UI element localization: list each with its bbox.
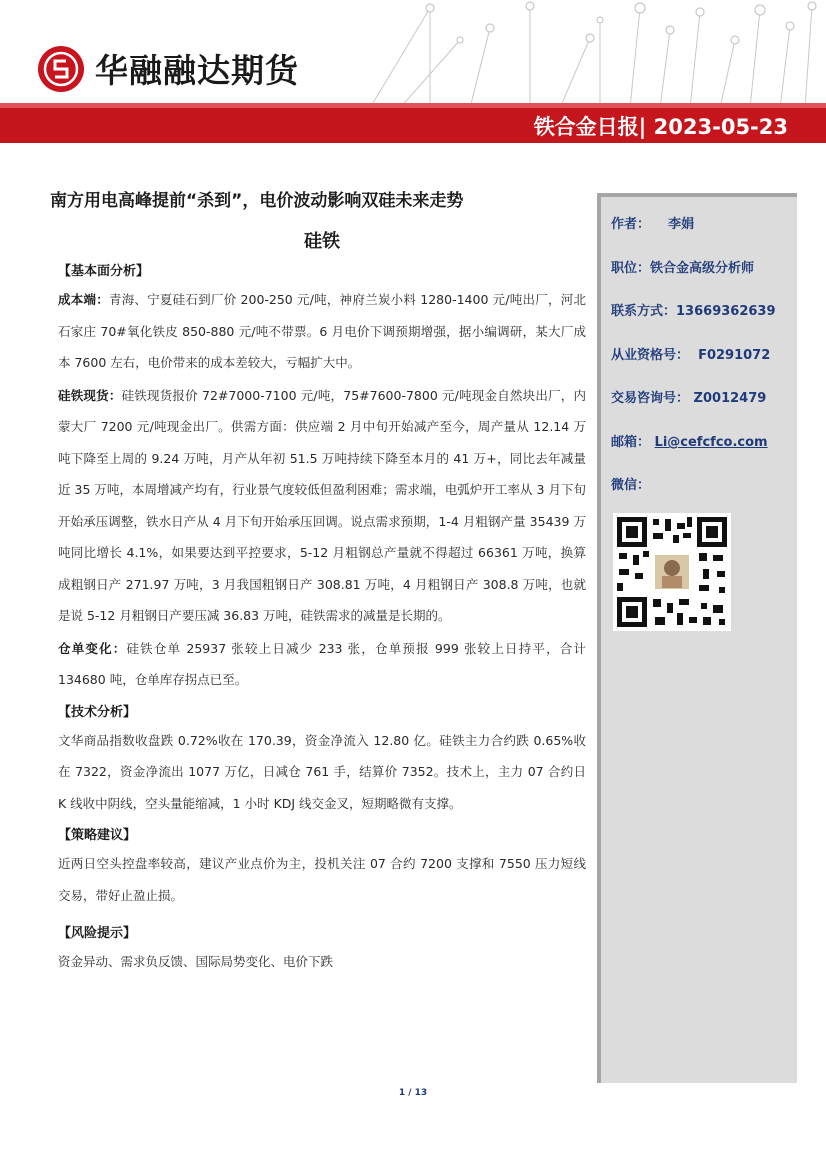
technical-paragraph: 文华商品指数收盘跌 0.72%收在 170.39，资金净流入 12.80 亿。硅铁主力合约跌 0.65%收在 7322，资金净流出 1077 万亿，日减仓 761 手，结算价 7352。技术上，主力 07 合约日 K 线收中阴线，空头量能缩减，1 小时 KDJ 线交金叉，短期略微有支撑。 xyxy=(58,732,586,811)
page-number: 1 / 13 xyxy=(398,1088,428,1098)
advisory-row xyxy=(611,387,766,406)
warehouse-paragraph xyxy=(58,633,586,696)
email-link[interactable]: Li@cefcfco.com xyxy=(654,435,768,450)
report-header xyxy=(0,0,826,143)
cost-text: 青海、宁夏硅石到厂价 200-250 元/吨，神府兰炭小料 1280-1400 元/吨出厂，河北石家庄 70#氧化铁皮 850-880 元/吨不带票。6 月电价下调预期增强，据小编调研，某大厂成本 7600 左右，电价带来的成本差较大，亏幅扩大中。 xyxy=(58,292,586,370)
author-label: 作者： xyxy=(611,217,651,232)
title-band-stripe xyxy=(0,103,826,108)
fundamentals-heading: 【基本面分析】 xyxy=(58,264,150,279)
email-label: 邮箱： xyxy=(611,435,651,450)
position-label: 职位： xyxy=(611,261,651,276)
warehouse-text: 硅铁仓单 25937 张较上日减少 233 张，仓单预报 999 张较上日持平，合计 134680 吨，仓单库存拐点已至。 xyxy=(58,640,586,687)
qualification-label: 从业资格号： xyxy=(611,348,690,363)
warehouse-label: 仓单变化： xyxy=(58,640,127,656)
report-title: 铁合金日报| 2023-05-23 xyxy=(533,115,788,139)
technical-heading: 【技术分析】 xyxy=(58,704,137,720)
headline: 南方用电高峰提前“杀到”，电价波动影响双硅未来走势 xyxy=(50,191,464,211)
strategy-heading: 【策略建议】 xyxy=(58,828,137,843)
contact-value: 13669362639 xyxy=(676,304,776,319)
position-row xyxy=(611,257,754,276)
strategy-paragraph: 近两日空头控盘率较高，建议产业点价为主，投机关注 07 合约 7200 支撑和 7550 压力短线交易，带好止盈止损。 xyxy=(58,856,586,903)
cost-label: 成本端： xyxy=(58,292,109,307)
advisory-label: 交易咨询号： xyxy=(611,391,690,406)
wechat-qr-code-icon xyxy=(613,513,731,631)
cost-paragraph xyxy=(58,284,586,379)
qualification-row xyxy=(611,344,770,363)
spot-paragraph xyxy=(58,380,586,632)
company-logo-icon xyxy=(38,46,84,92)
contact-row xyxy=(611,300,776,319)
wechat-row xyxy=(611,474,650,493)
risk-paragraph: 资金异动、需求负反馈、国际局势变化、电价下跌 xyxy=(58,954,334,969)
author-name: 李娟 xyxy=(668,217,695,232)
subtitle: 硅铁 xyxy=(304,231,340,252)
analyst-sidebar xyxy=(597,193,797,1083)
author-row xyxy=(611,213,694,232)
wechat-label: 微信： xyxy=(611,478,651,493)
company-name: 华融融达期货 xyxy=(95,51,299,90)
main-content xyxy=(50,188,586,978)
qualification-value: F0291072 xyxy=(698,348,771,363)
spot-text: 硅铁现货报价 72#7000-7100 元/吨，75#7600-7800 元/吨现金自然块出厂，内蒙大厂 7200 元/吨现金出厂。供需方面：供应端 2 月中旬开始减产至今，周产量从 12.14 万吨下降至上周的 9.24 万吨，月产从年初 51.5 万吨持续下降至本月的 41 万+，同比去年减量近 35 万吨，本周增减产均有，行业景气度较低但盈利困难；需求端，电弧炉开工率从 3 月下旬开始承压调整，铁水日产从 4 月下旬开始承压回调。说点需求预期，1-4 月粗钢产量 35439 万吨同比增长 4.1%，如果要达到平控要求，5-12 月粗钢总产量就不得超过 66361 万吨，换算成粗钢日产 271.97 万吨，3 月我国粗钢日产 308.81 万吨，4 月粗钢日产 308.8 万吨，也就是说 5-12 月粗钢日产要压减 36.83 万吨，硅铁需求的减量是长期的。 xyxy=(58,387,586,623)
spot-label: 硅铁现货： xyxy=(58,387,122,403)
email-row xyxy=(611,431,768,450)
risk-heading: 【风险提示】 xyxy=(58,926,137,941)
advisory-value: Z0012479 xyxy=(693,391,767,406)
contact-label: 联系方式： xyxy=(611,304,677,319)
position-value: 铁合金高级分析师 xyxy=(650,261,755,276)
